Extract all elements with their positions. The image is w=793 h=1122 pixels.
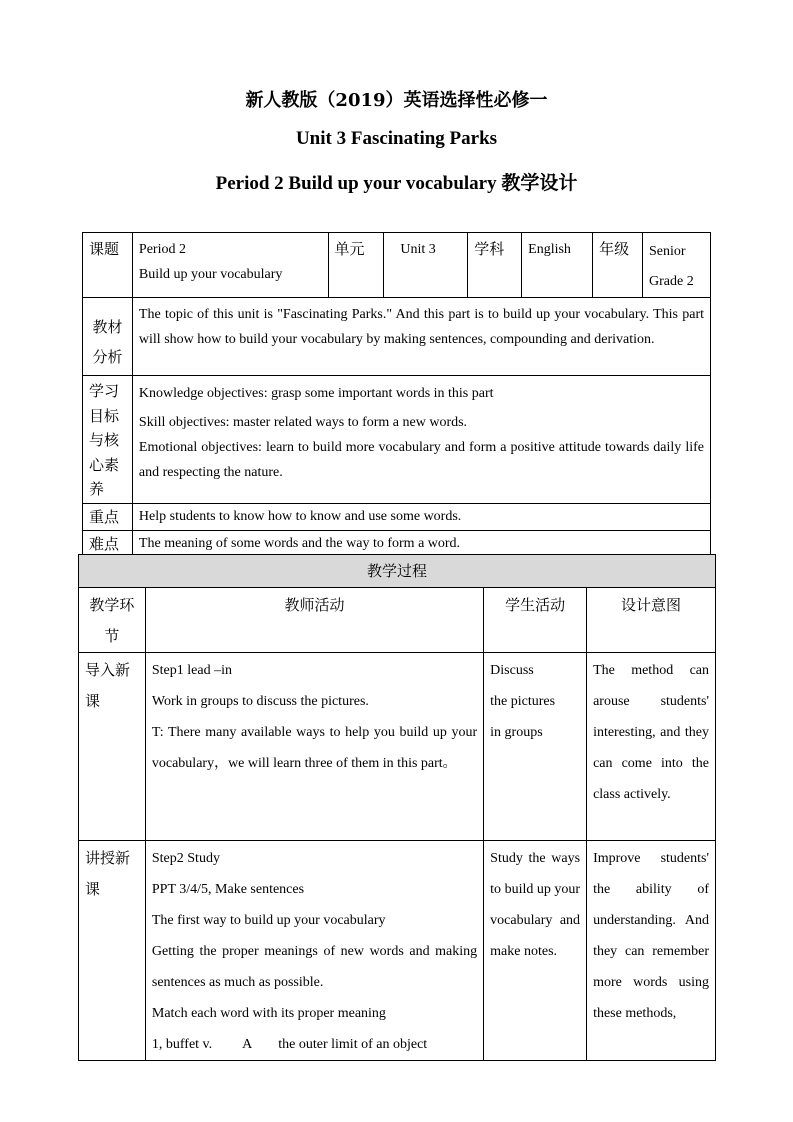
row1-teacher-line: Step1 lead –in (151, 663, 232, 678)
row1-student-line: Discuss (490, 663, 534, 678)
objectives-label-line: 目标 (89, 406, 120, 425)
objectives-label (83, 376, 133, 504)
col-design-header: 设计意图 (587, 588, 716, 653)
match-definition: the outer limit of an object (278, 1037, 428, 1052)
objectives-label-line: 与核 (89, 431, 120, 449)
col-stage-line-1: 教学环 (89, 596, 135, 614)
col-stage-header (79, 588, 146, 653)
match-word: 1, buffet v. (151, 1037, 213, 1052)
document-title-period: Period 2 Build up your vocabulary 教学设计 (215, 173, 578, 194)
row1-stage-line-2: 课 (85, 692, 101, 710)
row2-teacher-line: Getting the proper meanings of new words and making sentences as much as possible. (151, 944, 478, 990)
row2-teacher-line: PPT 3/4/5, Make sentences (151, 882, 305, 897)
row2-stage (79, 841, 146, 1061)
difficult-label: 难点 (83, 531, 133, 558)
lesson-info-table (82, 232, 711, 558)
row2-stage-line-1: 讲授新 (85, 849, 131, 867)
subject-label: 学科 (468, 233, 522, 298)
objective-skill: Skill objectives: master related ways to form a new words. (138, 415, 468, 430)
objectives-label-line: 学习 (89, 382, 120, 400)
subject-value: English (522, 233, 593, 298)
key-label: 重点 (83, 504, 133, 531)
keti-value-line-1: Period 2 (138, 242, 186, 257)
grade-value-line-2: Grade 2 (649, 274, 694, 289)
difficult-text: The meaning of some words and the way to form a word. (132, 531, 710, 558)
row2-teacher-line: The first way to build up your vocabulary (151, 913, 386, 928)
row1-design: The method can arouse students' interesting, and they can come into the class actively. (587, 653, 716, 841)
keti-label: 课题 (83, 233, 133, 298)
row2-teacher (145, 841, 483, 1061)
grade-value-line-1: Senior (649, 244, 686, 259)
unit-value: Unit 3 (384, 233, 468, 298)
row2-design: Improve students' the ability of understanding. And they can remember more words using these methods, (587, 841, 716, 1061)
document-title-cn: 新人教版（2019）英语选择性必修一 (245, 90, 548, 111)
row1-student-line: in groups (490, 725, 543, 740)
row1-stage (79, 653, 146, 841)
row2-teacher-line: Step2 Study (151, 851, 220, 866)
objectives-text (132, 376, 710, 504)
keti-value (132, 233, 328, 298)
analysis-text: The topic of this unit is "Fascinating Parks." And this part is to build up your vocabulary. This part will show how to build your vocabulary by making sentences, compounding and derivation. (132, 298, 710, 376)
teaching-process-table (78, 554, 716, 1061)
row2-teacher-line: Match each word with its proper meaning (151, 1006, 386, 1021)
objectives-label-line: 心素 (89, 455, 120, 474)
match-letter: A (242, 1037, 253, 1052)
key-text: Help students to know how to know and use some words. (132, 504, 710, 531)
col-student-header: 学生活动 (484, 588, 587, 653)
unit-label: 单元 (328, 233, 384, 298)
row2-teacher-match-line (152, 1029, 477, 1060)
objective-knowledge: Knowledge objectives: grasp some important words in this part (138, 386, 494, 401)
document-title-unit: Unit 3 Fascinating Parks (295, 128, 498, 149)
row1-student (484, 653, 587, 841)
analysis-label-line-2: 分析 (92, 348, 123, 366)
process-header: 教学过程 (79, 555, 716, 588)
row1-student-line: the pictures (490, 694, 556, 709)
keti-value-line-2: Build up your vocabulary (138, 267, 283, 282)
col-stage-line-2: 节 (104, 627, 120, 645)
row2-stage-line-2: 课 (85, 880, 101, 898)
row1-teacher-line: Work in groups to discuss the pictures. (151, 694, 369, 709)
analysis-label (83, 298, 133, 376)
grade-label: 年级 (593, 233, 643, 298)
objectives-label-line: 养 (89, 480, 105, 498)
grade-value (643, 233, 711, 298)
objective-emotional: Emotional objectives: learn to build more vocabulary and form a positive attitude towards daily life and respecting the nature. (138, 440, 704, 480)
row1-teacher (145, 653, 483, 841)
row2-student: Study the ways to build up your vocabulary and make notes. (484, 841, 587, 1061)
col-teacher-header: 教师活动 (145, 588, 483, 653)
row1-teacher-line: T: There many available ways to help you build up your vocabulary，we will learn three of them in this part。 (151, 725, 478, 771)
row1-stage-line-1: 导入新 (85, 661, 131, 679)
analysis-label-line-1: 教材 (92, 318, 123, 336)
